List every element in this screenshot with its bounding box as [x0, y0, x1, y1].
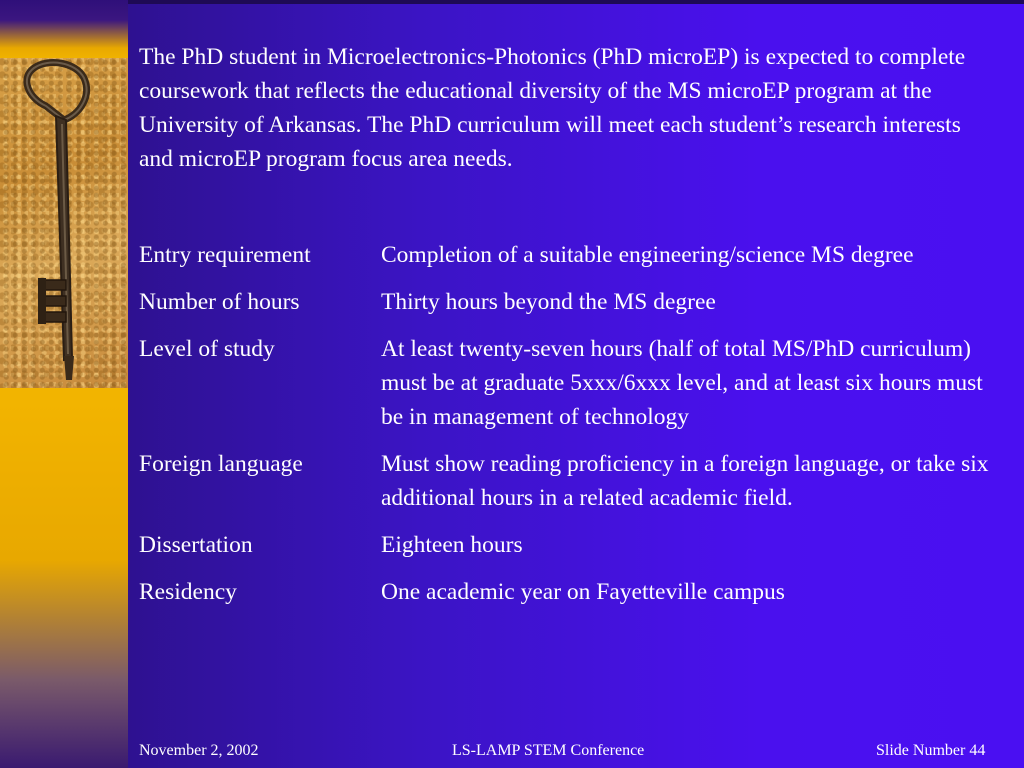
- table-row: [139, 238, 999, 272]
- requirement-label: Number of hours: [139, 289, 300, 315]
- requirement-value: Must show reading proficiency in a foreign language, or take six additional hours in a related academic field.: [381, 451, 989, 511]
- requirement-value: Completion of a suitable engineering/science MS degree: [381, 242, 914, 268]
- requirement-value: Eighteen hours: [381, 532, 523, 558]
- requirement-label: Foreign language: [139, 451, 303, 477]
- requirement-label: Entry requirement: [139, 242, 311, 268]
- requirement-value: Thirty hours beyond the MS degree: [381, 289, 716, 315]
- table-row: [139, 332, 999, 434]
- footer-conference: LS-LAMP STEM Conference: [452, 742, 645, 759]
- table-row: [139, 285, 999, 319]
- table-row: [139, 575, 999, 609]
- requirements-table: [139, 238, 999, 622]
- requirement-value: One academic year on Fayetteville campus: [381, 579, 785, 605]
- footer-date: November 2, 2002: [139, 742, 259, 759]
- footer-slide-number: Slide Number 44: [876, 742, 986, 759]
- top-edge-strip: [128, 0, 1024, 4]
- requirement-label: Level of study: [139, 336, 275, 362]
- requirement-label: Dissertation: [139, 532, 253, 558]
- requirement-value: At least twenty-seven hours (half of total MS/PhD curriculum) must be at graduate 5xxx/6xxx level, and at least six hours must be in management of technology: [381, 336, 983, 430]
- intro-paragraph: The PhD student in Microelectronics-Photonics (PhD microEP) is expected to complete coursework that reflects the educational diversity of the MS microEP program at the University of Arkansas. The PhD curriculum will meet each student’s research interests and microEP program focus area needs.: [139, 44, 966, 172]
- table-row: [139, 447, 999, 515]
- requirement-label: Residency: [139, 579, 237, 605]
- old-key-icon: [0, 58, 128, 388]
- table-row: [139, 528, 999, 562]
